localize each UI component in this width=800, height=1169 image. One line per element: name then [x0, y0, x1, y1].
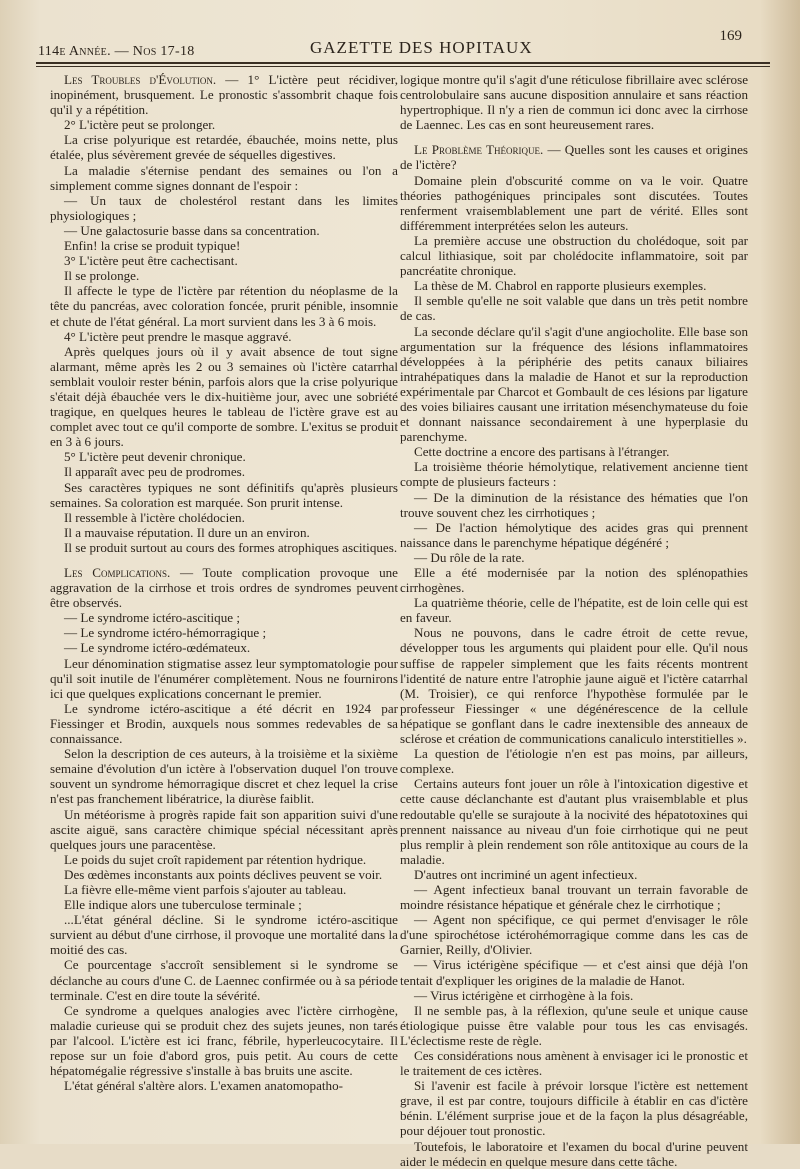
paragraph: [400, 72, 748, 132]
paragraph-text: L'état général s'altère alors. L'examen anatomopatho-: [64, 1078, 344, 1094]
paragraph-text: — De l'action hémolytique des acides gras qui prennent naissance dans le parenchyme hépatique dégénéré ;: [400, 519, 748, 550]
paragraph-text: — Le syndrome ictéro-ascitique ;: [64, 610, 240, 626]
section-title: Le Problème Théorique.: [414, 142, 544, 158]
paragraph-text: — Le syndrome ictéro-hémorragique ;: [64, 625, 267, 641]
paragraph-text: 2° L'ictère peut se prolonger.: [64, 117, 216, 133]
paragraph: [400, 444, 748, 459]
paragraph: [400, 1139, 748, 1169]
paragraph-text: 5° L'ictère peut devenir chronique.: [64, 449, 246, 465]
paragraph: [50, 897, 398, 912]
paragraph: [50, 510, 398, 525]
paragraph: [50, 344, 398, 450]
paragraph: [50, 193, 398, 223]
paragraph: [50, 480, 398, 510]
paragraph: [50, 610, 398, 625]
paragraph-text: D'autres ont incriminé un agent infectieux.: [414, 866, 638, 882]
paragraph: [50, 701, 398, 746]
paragraph: [400, 867, 748, 882]
paragraph-text: La quatrième théorie, celle de l'hépatite, est de loin celle qui est en faveur.: [400, 595, 748, 626]
paragraph: [400, 324, 748, 445]
paragraph-text: La crise polyurique est retardée, ébauchée, moins nette, plus étalée, plus sévèrement grevée de séquelles digestives.: [50, 132, 398, 163]
paragraph: [400, 776, 748, 867]
paragraph-text: La fièvre elle-même vient parfois s'ajouter au tableau.: [64, 881, 347, 897]
paragraph-text: Il semble qu'elle ne soit valable que dans un très petit nombre de cas.: [400, 293, 748, 324]
header-rule: [36, 62, 770, 67]
paragraph: [400, 1078, 748, 1138]
section-heading-paragraph: [50, 72, 398, 117]
paragraph-text: Certains auteurs font jouer un rôle à l'intoxication digestive et cette cause déclanchante est d'autant plus vraisemblable et plus redoutable qu'elle se surajoute à la nocivité des hépatotoxines qui prennent naissance au niveau d'un foie cirrhotique qui ne peut plus remplir à plein rendement son rôle antitoxique au cours de la maladie.: [400, 776, 748, 867]
paragraph-text: — Toute complication provoque une aggravation de la cirrhose et trois ordres de syndromes peuvent être observés.: [50, 565, 398, 611]
paragraph: [50, 253, 398, 268]
paragraph-text: Un météorisme à progrès rapide fait son apparition suivi d'une ascite aiguë, sans caractère chimique spécial nécessitant après quelques jours une paracentèse.: [50, 806, 398, 852]
paragraph: [400, 520, 748, 550]
paragraph-text: Il se produit surtout au cours des formes atrophiques ascitiques.: [64, 539, 398, 555]
section-title: Les Troubles d'Évolution.: [64, 72, 217, 87]
paragraph-text: La question de l'étiologie n'en est pas moins, par ailleurs, complexe.: [400, 746, 748, 777]
paragraph-text: Le poids du sujet croît rapidement par rétention hydrique.: [64, 851, 367, 867]
paragraph-text: Ce syndrome a quelques analogies avec l'ictère cirrhogène, maladie curieuse qui se produit chez des sujets jeunes, non tarés par l'alcool. L'ictère est ici franc, fébrile, hyperleucocytaire. Il repose sur un foie d'abord gros, puis petit. Au cours de cette hépatomégalie régressive s'installe à bas bruits une ascite.: [50, 1002, 398, 1079]
paragraph-text: La seconde déclare qu'il s'agit d'une angiocholite. Elle base son argumentation sur la fréquence des lésions inflammatoires développées à la périphérie des petits canaux biliaires intrahépatiques dans la maladie de Hanot et sur la reproduction expérimentale par Charcot et Gombault de ces lésions par ligature des voies biliaires causant une irritation mésenchymateuse du foie et donnant naissance secondairement à une hyperplasie du parenchyme.: [400, 323, 748, 445]
paragraph-text: Ces considérations nous amènent à envisager ici le pronostic et le traitement de ces ictères.: [400, 1048, 748, 1079]
paragraph: [400, 746, 748, 776]
paragraph-text: Il affecte le type de l'ictère par rétention du néoplasme de la tête du pancréas, avec coloration foncée, prurit pénible, insomnie et chute de l'état général. La mort survient dans les 3 à 6 mois.: [50, 283, 398, 329]
paragraph-text: Toutefois, le laboratoire et l'examen du bocal d'urine peuvent aider le médecin en quelque mesure dans cette tâche.: [400, 1138, 748, 1169]
paragraph-text: La maladie s'éternise pendant des semaines ou l'on a simplement comme signes donnant de l'espoir :: [50, 162, 398, 193]
paragraph: [400, 595, 748, 625]
paragraph-text: La troisième théorie hémolytique, relativement ancienne tient compte de plusieurs facteurs :: [400, 459, 748, 490]
paragraph-text: — Le syndrome ictéro-œdémateux.: [64, 640, 251, 656]
paragraph: [50, 163, 398, 193]
paragraph-text: — Du rôle de la rate.: [414, 549, 525, 565]
paragraph: [50, 132, 398, 162]
paragraph-text: Selon la description de ces auteurs, à la troisième et la sixième semaine d'évolution d'un ictère à l'observation duquel l'on trouve souvent un syndrome hémorragique discret et chez lequel la crise n'est pas franchement libératrice, la diurèse faiblit.: [50, 746, 398, 807]
paragraph: [50, 867, 398, 882]
paragraph: [400, 459, 748, 489]
paragraph-text: — Une galactosurie basse dans sa concentration.: [64, 222, 320, 238]
paragraph: [400, 912, 748, 957]
paragraph-text: — Agent non spécifique, ce qui permet d'envisager le rôle d'une spirochétose ictérohémorragique comme dans les cas de Garnier, Reilly, d'Olivier.: [400, 912, 748, 958]
paragraph: [400, 1048, 748, 1078]
paragraph-text: 4° L'ictère peut prendre le masque aggravé.: [64, 328, 292, 344]
paragraph: [400, 490, 748, 520]
paragraph-text: — 1° L'ictère peut récidiver, inopinément, brusquement. Le pronostic s'assombrit chaque fois qu'il y a répétition.: [50, 72, 398, 118]
paragraph: [50, 746, 398, 806]
paragraph: [50, 1003, 398, 1078]
paragraph: [50, 268, 398, 283]
section-title: Les Complications.: [64, 565, 171, 580]
paragraph-text: Il ressemble à l'ictère cholédocien.: [64, 509, 245, 525]
paragraph-text: Des œdèmes inconstants aux points déclives peuvent se voir.: [64, 866, 383, 882]
paragraph-text: — De la diminution de la résistance des hématies que l'on trouve souvent chez les cirrhotiques ;: [400, 489, 748, 520]
paragraph: [50, 625, 398, 640]
paragraph-text: Il a mauvaise réputation. Il dure un an environ.: [64, 524, 310, 540]
paragraph: [400, 550, 748, 565]
paragraph: [50, 882, 398, 897]
section-heading-paragraph: [400, 142, 748, 172]
paragraph: [50, 449, 398, 464]
paragraph-text: Le syndrome ictéro-ascitique a été décrit en 1924 par Fiessinger et Brodin, auxquels nous sommes redevables de sa connaissance.: [50, 700, 398, 747]
paragraph-text: — Agent infectieux banal trouvant un terrain favorable de moindre résistance hépatique et générale chez le cirrhotique ;: [400, 881, 748, 913]
paragraph-text: Elle indique alors une tuberculose terminale ;: [64, 897, 302, 913]
paragraph: [50, 852, 398, 867]
paragraph-text: La première accuse une obstruction du cholédoque, soit par calcul lithiasique, soit par cholédocite inflammatoire, soit par pancréatite chronique.: [400, 232, 748, 279]
paragraph: [50, 640, 398, 655]
paragraph: [50, 223, 398, 238]
paragraph-text: Il ne semble pas, à la réflexion, qu'une seule et unique cause étiologique puisse être valable pour tous les cas envisagés. L'éclectisme reste de règle.: [400, 1002, 748, 1048]
paragraph: [50, 807, 398, 852]
paragraph-text: Il apparaît avec peu de prodromes.: [64, 464, 246, 480]
paragraph: [50, 540, 398, 555]
paragraph-text: logique montre qu'il s'agit d'une réticulose fibrillaire avec sclérose centrolobulaire sans aucune disposition annulaire et sans réaction hypertrophique. Il n'y a rien de commun ici donc avec la cirrhose de Laennec. Les cas en sont heureusement rares.: [400, 72, 748, 133]
paragraph: [400, 173, 748, 233]
paragraph-text: Si l'avenir est facile à prévoir lorsque l'ictère est nettement grave, il est par contre, toujours difficile à établir en cas d'ictère bénin. L'élément surprise joue et de la façon la plus désagréable, pour déjouer tout pronostic.: [400, 1078, 748, 1139]
paragraph: [400, 988, 748, 1003]
paragraph: [400, 278, 748, 293]
paragraph: [50, 656, 398, 701]
paragraph-text: — Virus ictérigène spécifique — et c'est ainsi que déjà l'on tentait d'expliquer les origines de la maladie de Hanot.: [400, 957, 748, 988]
paragraph: [400, 565, 748, 595]
paragraph-text: Domaine plein d'obscurité comme on va le voir. Quatre théories pathogéniques principales sont discutées. Toutes renferment vraisemblablement une part de vérité. Elles sont différemment interprétées selon les auteurs.: [400, 172, 748, 233]
paragraph: [50, 117, 398, 132]
paragraph: [50, 329, 398, 344]
paragraph: [400, 882, 748, 912]
paragraph-text: — Un taux de cholestérol restant dans les limites physiologiques ;: [50, 192, 398, 223]
paragraph: [50, 464, 398, 479]
section-heading-paragraph: [50, 565, 398, 610]
left-column: [50, 72, 398, 1132]
paragraph-text: La thèse de M. Chabrol en rapporte plusieurs exemples.: [414, 278, 707, 294]
paragraph: [50, 525, 398, 540]
paragraph-text: 3° L'ictère peut être cachectisant.: [64, 253, 238, 269]
paragraph-text: — Quelles sont les causes et origines de l'ictère?: [400, 142, 748, 173]
paragraph: [400, 1003, 748, 1048]
page-header: [0, 0, 800, 70]
paragraph: [400, 233, 748, 278]
paragraph: [50, 912, 398, 957]
paragraph-text: Leur dénomination stigmatise assez leur symptomatologie pour qu'il soit inutile de l'énumérer complètement. Nous ne fournirons ici que quelques explications concernant le premier.: [50, 655, 398, 701]
paragraph: [400, 293, 748, 323]
paragraph-text: Enfin! la crise se produit typique!: [64, 238, 241, 254]
paragraph-text: Ses caractères typiques ne sont définitifs qu'après plusieurs semaines. Sa coloration est marquée. Son prurit intense.: [50, 479, 398, 510]
paragraph: [400, 957, 748, 987]
paragraph: [50, 283, 398, 328]
paragraph-text: Après quelques jours où il y avait absence de tout signe alarmant, même après les 2 ou 3 semaines où l'ictère catarrhal semblait vouloir rester bénin, parfois alors que la crise polyurique s'était déjà ébauchée vers le dix-huitième jour, avec une sobriété tragique, en quelques heures le tableau de l'ictère grave est au complet avec tout ce qu'il comporte de sombre. L'exitus se produit en 3 à 6 jours.: [50, 343, 398, 450]
right-column: [400, 72, 748, 1169]
paragraph-text: Nous ne pouvons, dans le cadre étroit de cette revue, développer tous les arguments qui plaident pour elle. Qu'il nous suffise de rappeler simplement que les faits récents montrent l'identité de nature entre l'atrophie jaune aiguë et l'ictère catarrhal (M. Troisier), ce qui renforce l'hypothèse formulée par le professeur Fiessinger « une dégénérescence de la cellule hépatique se gonflant dans le cadre inextensible des anneaux de sclérose et création de communications canaliculo interstitielles ».: [400, 625, 748, 747]
page-number: 169: [719, 28, 742, 44]
paragraph-text: Ce pourcentage s'accroît sensiblement si le syndrome se déclanche au cours d'une C. de Laennec confirmée ou à sa période terminale. C'est en dire toute la sévérité.: [50, 957, 398, 1003]
paragraph: [50, 1078, 398, 1093]
paragraph-text: Elle a été modernisée par la notion des splénopathies cirrhogènes.: [400, 565, 748, 596]
paragraph-text: Il se prolonge.: [64, 268, 140, 284]
paragraph: [50, 957, 398, 1002]
paragraph-text: ...L'état général décline. Si le syndrome ictéro-ascitique survient au début d'une cirrhose, il provoque une mortalité dans la moitié des cas.: [50, 912, 398, 958]
paragraph: [400, 625, 748, 746]
issue-label: 114e Année. — Nos 17-18: [38, 44, 195, 59]
paragraph-text: Cette doctrine a encore des partisans à l'étranger.: [414, 444, 670, 460]
journal-title: GAZETTE DES HOPITAUX: [310, 38, 533, 57]
paragraph-text: — Virus ictérigène et cirrhogène à la fois.: [414, 987, 634, 1003]
paragraph: [50, 238, 398, 253]
